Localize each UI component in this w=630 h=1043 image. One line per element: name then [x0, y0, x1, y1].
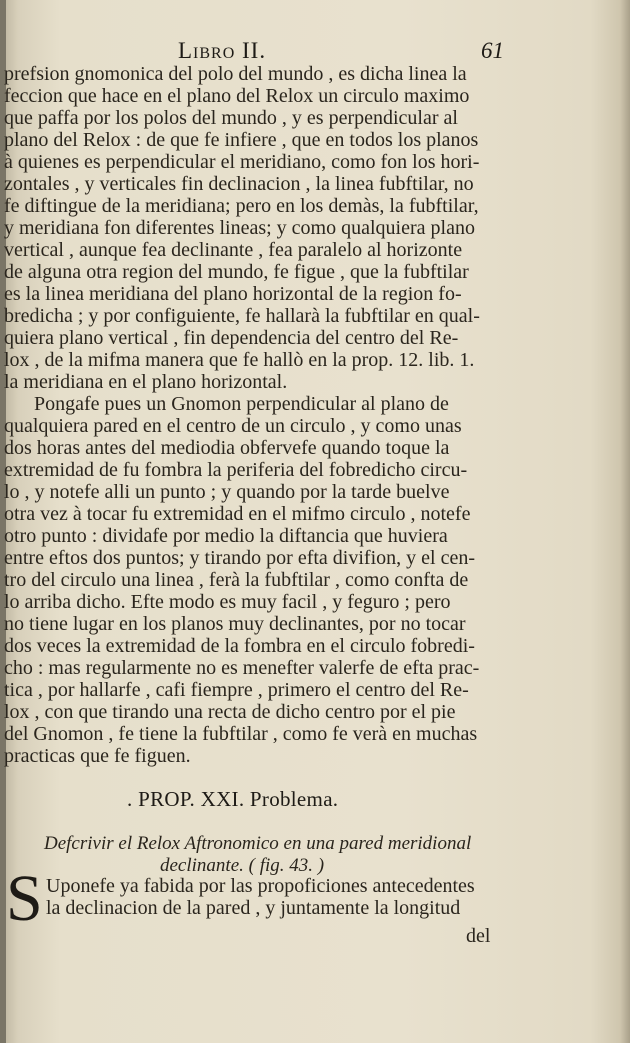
text-line: entre eftos dos puntos; y tirando por efta divifion, y el cen-: [4, 547, 475, 569]
text-line: cho : mas regularmente no es menefter valerfe de efta prac-: [4, 657, 480, 679]
text-line: vertical , aunque fea declinante , fea paralelo al horizonte: [4, 239, 463, 261]
catchword: del: [466, 925, 491, 947]
text-line: prefsion gnomonica del polo del mundo , es dicha linea la: [4, 63, 467, 85]
text-line: tro del circulo una linea , ferà la fubftilar , como confta de: [4, 569, 469, 591]
page-number: 61: [481, 38, 504, 63]
text-line: es la linea meridiana del plano horizontal de la region fo-: [4, 283, 462, 305]
text-line: quiera plano vertical , fin dependencia del centro del Re-: [4, 327, 459, 349]
running-head: Libro II.: [178, 38, 267, 63]
text-line: lo arriba dicho. Efte modo es muy facil , y feguro ; pero: [4, 591, 451, 613]
text-line: de alguna otra region del mundo, fe figue , que la fubftilar: [4, 261, 469, 283]
text-line: la declinacion de la pared , y juntamente la longitud: [46, 897, 461, 919]
text-line: extremidad de fu fombra la periferia del fobredicho circu-: [4, 459, 468, 481]
text-line: la meridiana en el plano horizontal.: [4, 371, 288, 393]
proposition-title-line-1: Defcrivir el Relox Aftronomico en una pared meridional: [44, 833, 472, 854]
paragraph-start-line: Pongafe pues un Gnomon perpendicular al plano de: [34, 393, 449, 415]
text-line: plano del Relox : de que fe infiere , que en todos los planos: [4, 129, 479, 151]
text-line: fe diftingue de la meridiana; pero en los demàs, la fubftilar,: [4, 195, 479, 217]
text-line: tica , por hallarfe , cafi fiempre , primero el centro del Re-: [4, 679, 469, 701]
text-line: otro punto : dividafe por medio la diftancia que huviera: [4, 525, 448, 547]
proposition-title-line-2: declinante. ( fig. 43. ): [160, 855, 325, 876]
text-line: feccion que hace en el plano del Relox un circulo maximo: [4, 85, 470, 107]
text-line: qualquiera pared en el centro de un circulo , y como unas: [4, 415, 462, 437]
proposition-heading: . PROP. XXI. Problema.: [127, 787, 339, 811]
text-line: otra vez à tocar fu extremidad en el mifmo circulo , notefe: [4, 503, 471, 525]
text-line: y meridiana fon diferentes lineas; y como qualquiera plano: [4, 217, 475, 239]
text-line: zontales , y verticales fin declinacion , la linea fubftilar, no: [4, 173, 474, 195]
text-line: lox , con que tirando una recta de dicho centro por el pie: [4, 701, 456, 723]
text-line: lo , y notefe alli un punto ; y quando por la tarde buelve: [4, 481, 450, 503]
text-line: à quienes es perpendicular el meridiano, como fon los hori-: [4, 151, 480, 173]
text-line: que paffa por los polos del mundo , y es perpendicular al: [4, 107, 458, 129]
text-line: bredicha ; y por configuiente, fe hallarà la fubftilar en qual-: [4, 305, 480, 327]
text-line: Uponefe ya fabida por las propoficiones antecedentes: [46, 875, 475, 897]
drop-cap: S: [6, 862, 43, 935]
text-line: del Gnomon , fe tiene la fubftilar , como fe verà en muchas: [4, 723, 478, 745]
text-line: dos veces la extremidad de la fombra en el circulo fobredi-: [4, 635, 475, 657]
page-header: [0, 38, 630, 66]
text-line: practicas que fe figuen.: [4, 745, 191, 767]
text-line: lox , de la mifma manera que fe hallò en la prop. 12. lib. 1.: [4, 349, 475, 371]
text-line: no tiene lugar en los planos muy declinantes, por no tocar: [4, 613, 466, 635]
text-line: dos horas antes del mediodia obfervefe quando toque la: [4, 437, 450, 459]
